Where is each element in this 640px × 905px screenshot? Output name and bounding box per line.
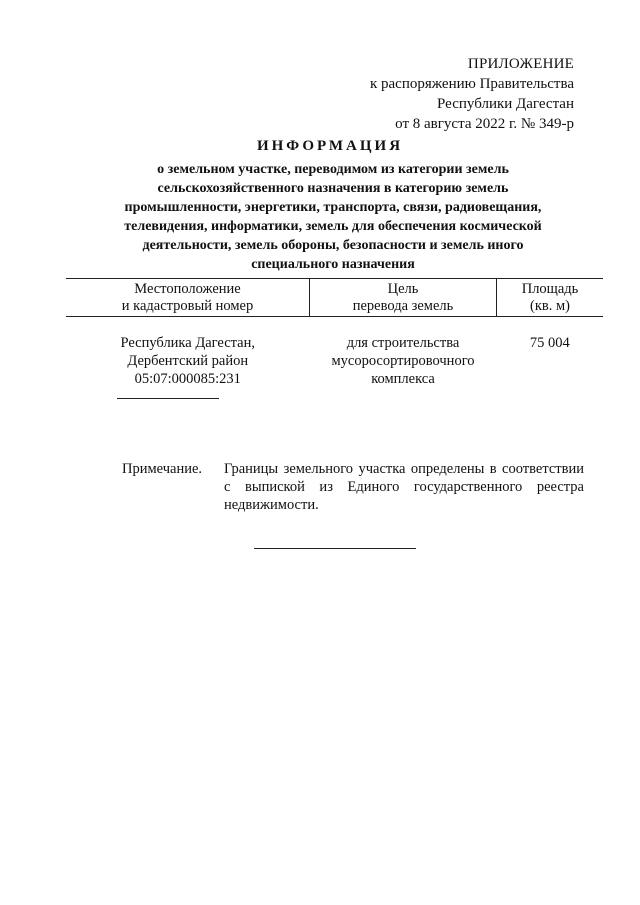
note-text: Границы земельного участка определены в соответствии с выпиской из Единого государственного реестра недвижимости. xyxy=(224,461,584,513)
note-block xyxy=(122,460,584,514)
cell-location xyxy=(66,317,310,390)
header-purpose-line-1: Цель xyxy=(387,281,419,297)
header-location xyxy=(66,279,310,317)
document-end-rule xyxy=(254,548,416,549)
table-end-rule xyxy=(117,398,219,399)
table-header-row xyxy=(66,279,603,317)
land-info-table xyxy=(66,278,603,389)
header-purpose xyxy=(310,279,497,317)
cell-purpose-line-2: мусоросортировочного xyxy=(331,353,475,369)
header-area xyxy=(497,279,604,317)
cell-location-line-1: Республика Дагестан, xyxy=(120,335,255,351)
header-location-line-2: и кадастровый номер xyxy=(121,298,254,314)
header-area-line-1: Площадь xyxy=(521,281,579,297)
cell-purpose-line-3: комплекса xyxy=(371,371,435,387)
header-location-line-1: Местоположение xyxy=(134,281,241,297)
area-value: 75 004 xyxy=(529,335,570,351)
header-area-line-2: (кв. м) xyxy=(530,298,570,314)
document-title: ИНФОРМАЦИЯ xyxy=(256,138,404,154)
subtitle-line-1: о земельном участке, переводимом из категории земель xyxy=(157,162,509,177)
cell-location-line-2: Дербентский район xyxy=(127,353,249,369)
subtitle-line-2: сельскохозяйственного назначения в категорию земель xyxy=(157,181,509,196)
header-purpose-line-2: перевода земель xyxy=(352,298,454,314)
table-row xyxy=(66,317,603,390)
appendix-line-3: от 8 августа 2022 г. № 349-р xyxy=(395,116,574,132)
appendix-block xyxy=(370,54,574,134)
document-subtitle xyxy=(98,160,568,274)
appendix-line-2: Республики Дагестан xyxy=(437,96,574,112)
cell-purpose-line-1: для строительства xyxy=(346,335,460,351)
subtitle-line-3: промышленности, энергетики, транспорта, связи, радиовещания, xyxy=(124,200,542,215)
cadastral-number: 05:07:000085:231 xyxy=(134,371,241,387)
subtitle-line-4: телевидения, информатики, земель для обеспечения космической xyxy=(124,219,542,234)
appendix-heading: ПРИЛОЖЕНИЕ xyxy=(467,56,574,72)
cell-area xyxy=(497,317,604,390)
subtitle-line-6: специального назначения xyxy=(251,257,415,272)
subtitle-line-5: деятельности, земель обороны, безопасности и земель иного xyxy=(142,238,524,253)
appendix-line-1: к распоряжению Правительства xyxy=(369,76,574,92)
note-label: Примечание. xyxy=(122,461,203,477)
cell-purpose xyxy=(310,317,497,390)
